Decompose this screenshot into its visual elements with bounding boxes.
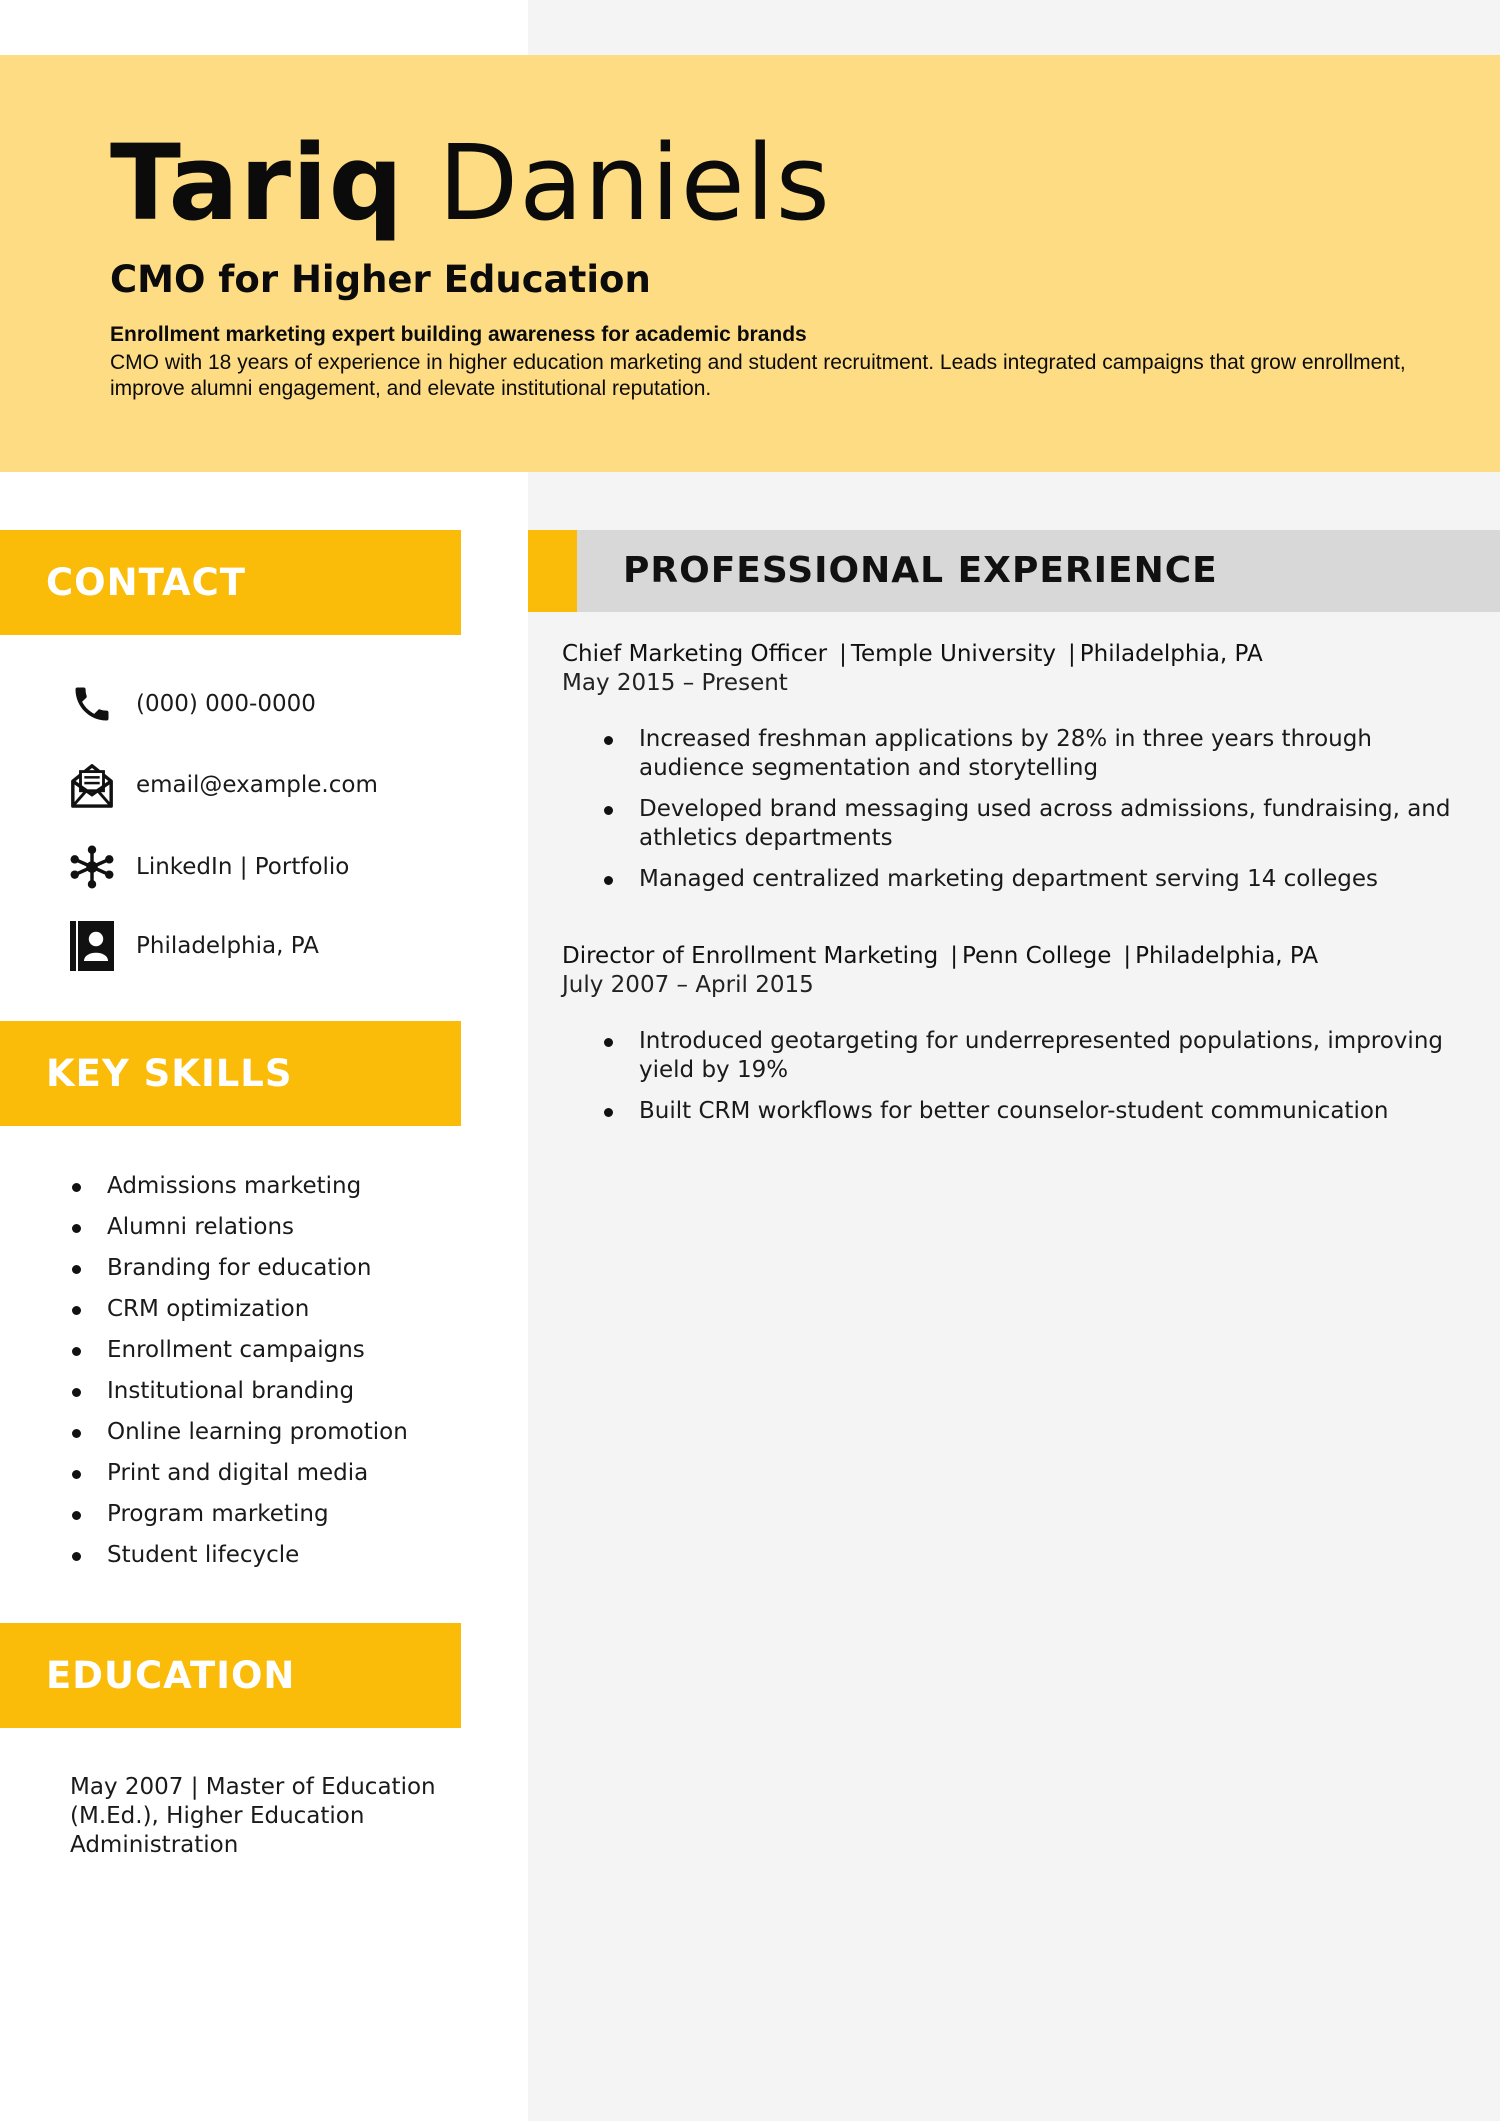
job-bullet: Developed brand messaging used across admissions, fundraising, and athletics departments [562,795,1482,853]
job-bullet: Increased freshman applications by 28% in three years through audience segmentation and storytelling [562,725,1482,783]
linkedin-portfolio: LinkedIn | Portfolio [136,854,350,880]
summary: CMO with 18 years of experience in higher education marketing and student recruitment. Leads integrated campaigns that grow enrollment, improve alumni engagement, and elevate institutional reputation. [110,351,1406,400]
contact-links [68,837,349,897]
job-entry [562,640,1482,906]
job-header: Director of Enrollment Marketing | Penn College | Philadelphia, PA [562,943,1319,969]
education-heading: EDUCATION [0,1623,461,1728]
experience-heading: PROFESSIONAL EXPERIENCE [623,550,1218,591]
email-address: email@example.com [136,772,378,798]
skill-item: Institutional branding [68,1371,408,1412]
contact-email [68,755,378,815]
skill-item: Admissions marketing [68,1166,408,1207]
job-dates: May 2015 – Present [562,670,788,696]
job-company: Penn College [961,943,1112,969]
job-location: Philadelphia, PA [1135,943,1319,969]
job-bullet: Managed centralized marketing department serving 14 colleges [562,865,1482,894]
phone-icon [68,676,116,732]
contact-heading: CONTACT [0,530,461,635]
job-bullets [562,1027,1482,1126]
job-bullets [562,725,1482,894]
job-entry [562,942,1482,1138]
location: Philadelphia, PA [136,933,319,959]
full-name [110,118,831,248]
phone-number: (000) 000-0000 [136,691,316,717]
last-name: Daniels [438,122,831,244]
job-bullet: Introduced geotargeting for underrepresented populations, improving yield by 19% [562,1027,1482,1085]
address-book-icon [68,918,116,974]
job-role: Director of Enrollment Marketing [562,943,939,969]
job-location: Philadelphia, PA [1079,641,1263,667]
heading-accent [528,530,577,612]
job-company: Temple University [850,641,1057,667]
skill-item: CRM optimization [68,1289,408,1330]
skill-item: Alumni relations [68,1207,408,1248]
job-role: Chief Marketing Officer [562,641,828,667]
network-icon [68,839,116,895]
skill-item: Enrollment campaigns [68,1330,408,1371]
skills-list [68,1166,408,1576]
contact-phone [68,674,316,734]
first-name: Tariq [110,122,405,244]
job-dates: July 2007 – April 2015 [562,972,814,998]
skill-item: Program marketing [68,1494,408,1535]
skill-item: Student lifecycle [68,1535,408,1576]
skills-heading: KEY SKILLS [0,1021,461,1126]
skill-item: Online learning promotion [68,1412,408,1453]
education-entry: May 2007 | Master of Education (M.Ed.), Higher Education Administration [70,1774,436,1858]
contact-location [68,916,319,976]
email-icon [68,757,116,813]
experience-heading-bar [528,530,1500,612]
job-bullet: Built CRM workflows for better counselor-student communication [562,1097,1482,1126]
tagline: Enrollment marketing expert building awareness for academic brands [110,323,807,346]
job-header: Chief Marketing Officer | Temple University | Philadelphia, PA [562,641,1263,667]
skill-item: Print and digital media [68,1453,408,1494]
skill-item: Branding for education [68,1248,408,1289]
job-title: CMO for Higher Education [110,258,651,301]
